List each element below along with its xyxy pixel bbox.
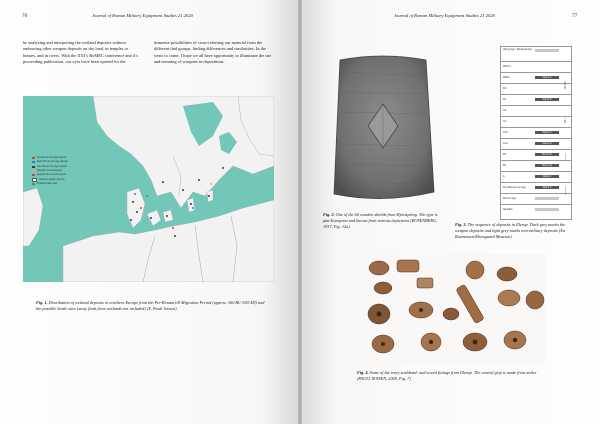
fittings-svg xyxy=(357,254,545,364)
page-number-left: 76 xyxy=(22,13,28,19)
sequence-row-label: D1 xyxy=(503,98,507,101)
map-legend xyxy=(32,156,92,186)
period-label: AD 1 xyxy=(565,117,567,123)
figure-3-caption xyxy=(455,222,575,240)
legend-swatch xyxy=(32,183,35,185)
sequence-deposit-bar: Illerup 2b xyxy=(535,153,559,156)
page-number-right: 77 xyxy=(572,13,578,19)
figure-2-text: One of the 60 wooden shields from Hjortspring. The type is pan-European and known from various depictions (ROSENBERG, 1937, Fig. 12a) xyxy=(323,212,438,229)
legend-swatch xyxy=(32,157,35,159)
sequence-row-label: C2 xyxy=(503,120,507,123)
figure-3-text: The sequence of deposits in Illerup. Dark grey marks the weapon deposits and light grey marks non-military deposits (Ea Rasmussen/Moesgaard Museum) xyxy=(455,222,566,239)
period-label: 1300 BC xyxy=(565,186,567,195)
deposit-sequence-table xyxy=(500,46,572,220)
legend-swatch xyxy=(32,161,35,163)
distribution-map xyxy=(23,96,274,282)
sequence-deposit-bar: Illerup D xyxy=(535,142,559,145)
sequence-deposit-bar: Illerup 0 xyxy=(535,186,559,189)
sequence-row-label: C1a xyxy=(503,142,508,145)
legend-swatch xyxy=(32,170,35,172)
sequence-deposit-bar xyxy=(535,208,559,211)
map-land-svg xyxy=(23,96,274,282)
figure-2-label: Fig. 2. xyxy=(323,212,335,217)
figure-4-label: Fig. 4. xyxy=(357,370,369,375)
ivory-fittings-photo xyxy=(357,254,545,364)
sequence-deposit-bar xyxy=(535,197,559,200)
sequence-row-label: B2 xyxy=(503,153,507,156)
figure-4-caption xyxy=(357,370,545,382)
legend-label: Possible battle sites xyxy=(37,182,58,185)
sequence-row-label: B1 xyxy=(503,164,507,167)
legend-label: Pre-Roman Iron Age deposit xyxy=(37,157,66,160)
legend-label: Migration Period deposit xyxy=(37,170,62,173)
sequence-row-label: C1b xyxy=(503,131,508,134)
body-text-column-1: be analyzing and interpreting the wetland deposits without embracing other weapon deposits on dry land, in temples or houses, and in rivers. With the XXI’s RoMEC conference and it’s proceeding publication, our eyes have been opened for the xyxy=(23,40,139,65)
sequence-row-label: D2 xyxy=(503,87,507,90)
sequence-header: Viking Age / Medieval Age xyxy=(503,48,532,51)
legend-label: Early Roman Iron Age deposit xyxy=(37,161,68,164)
legend-label: Late Roman Iron Age deposit xyxy=(37,165,67,168)
left-page xyxy=(0,0,298,424)
body-text-column-2: immense possibilities of cross-referring our material from the different find groups, finding differences and similarities. In the years to come, I hope we all have opportunity to illuminate the use and meaning of weapons in depositions. xyxy=(154,40,272,65)
figure-1-caption xyxy=(36,300,268,312)
sequence-deposit-bar: Illerup B xyxy=(535,98,559,101)
sequence-deposit-bar: Illerup 2a xyxy=(535,164,559,167)
sequence-deposit-bar: Illerup C xyxy=(535,131,559,134)
sequence-row xyxy=(501,204,571,216)
sequence-row-label: A xyxy=(503,175,505,178)
sequence-bar-header xyxy=(535,49,559,52)
running-header-right: Journal of Roman Military Equipment Studies 21 2020 xyxy=(394,13,495,18)
sequence-row-label: MER I xyxy=(503,76,510,79)
sequence-deposit-bar: Illerup 1 xyxy=(535,175,559,178)
running-header-left: Journal of Roman Military Equipment Studies 21 2020 xyxy=(92,13,193,18)
wooden-shield-photo xyxy=(330,52,436,204)
legend-swatch xyxy=(32,166,35,168)
figure-3-label: Fig. 3. xyxy=(455,222,467,227)
legend-swatch xyxy=(32,174,35,176)
period-label: AD 500 xyxy=(565,81,567,89)
sequence-row-label: Pre-Roman Iron Age xyxy=(503,186,526,189)
period-label: 500 BC xyxy=(565,153,567,161)
figure-4-text: Some of the ivory scabbard- and sword fittings from Illerup. The central grip is made from antler (PAULI JENSEN, 2009, Fig. 7) xyxy=(357,370,537,381)
shield-svg xyxy=(330,52,436,204)
legend-item xyxy=(32,182,92,186)
legend-label: Undated weapon deposit xyxy=(39,178,65,181)
sequence-row-label: MER II xyxy=(503,65,511,68)
sequence-deposit-bar: Illerup A xyxy=(535,76,559,79)
sequence-row-label: C3 xyxy=(503,109,507,112)
sequence-row-label: Bronze Age xyxy=(503,197,516,200)
figure-1-text: Distribution of wetland deposits in northern Europe from the Pre-Roman till Migration Period (approx. 300 BC-550 AD) and the possible bottle sites (stray finds from wetlands not included) (X. Pauli Jensen) xyxy=(36,300,265,311)
sequence-row-label: Neolithic xyxy=(503,208,513,211)
legend-label: Deposit from several periods xyxy=(37,174,67,177)
figure-1-label: Fig. 1. xyxy=(36,300,48,305)
figure-2-caption xyxy=(323,212,443,230)
legend-swatch xyxy=(32,178,37,182)
